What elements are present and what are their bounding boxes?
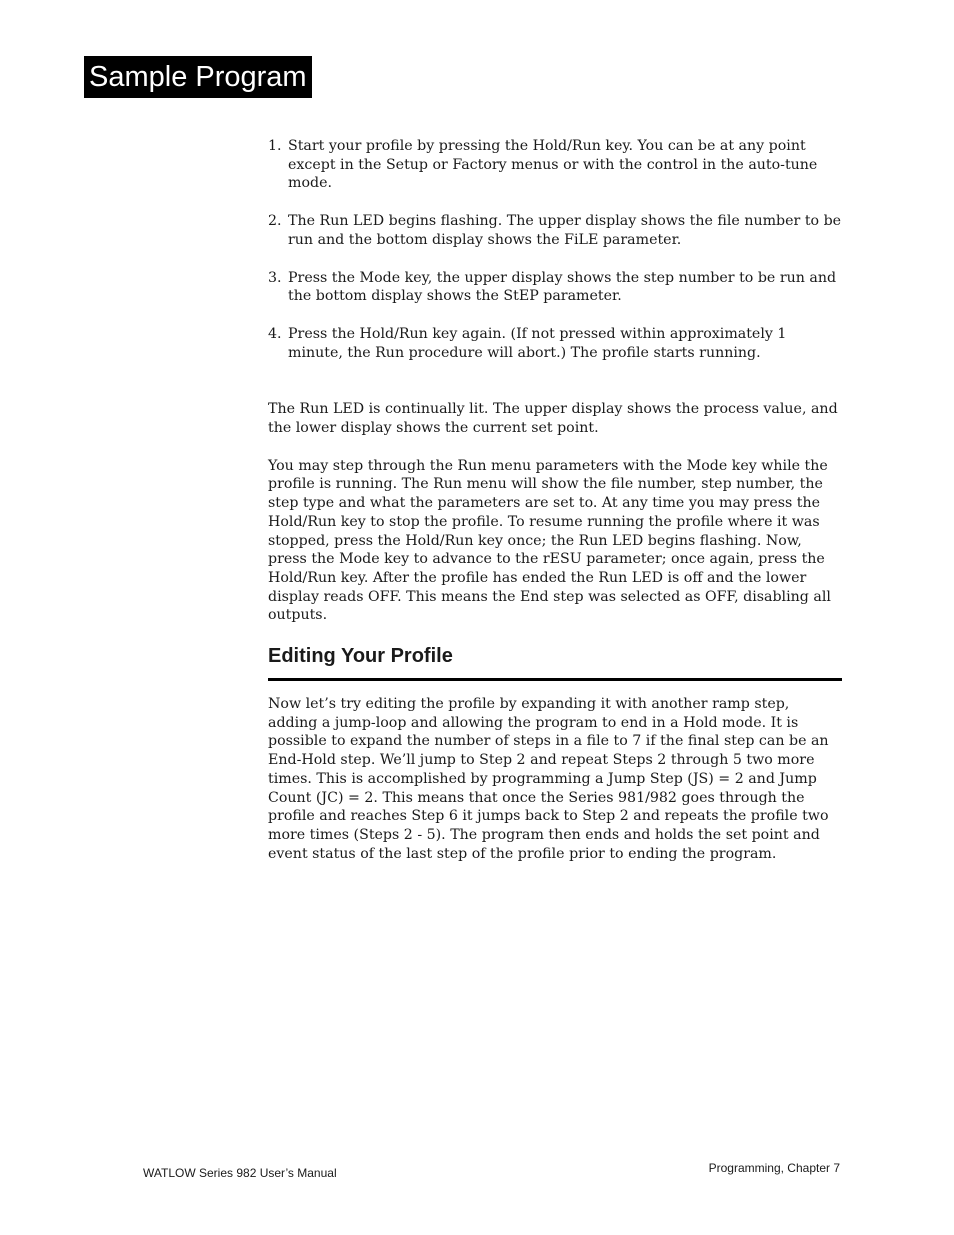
step-text: The Run LED begins flashing. The upper display shows the file number to be run and the bottom display shows the FiLE parameter. bbox=[288, 213, 842, 248]
page-title: Sample Program bbox=[84, 56, 312, 98]
step-number: 4. bbox=[268, 325, 282, 342]
step-text: Press the Hold/Run key again. (If not pressed within approximately 1 minute, the Run procedure will abort.) The profile starts running. bbox=[288, 325, 787, 361]
editing-section-body: Now let’s try editing the profile by expanding it with another ramp step, adding a jump-loop and allowing the program to end in a Hold mode. It is possible to expand the number of steps in a file to 7 if the final step can be an End-Hold step. We’ll jump to Step 2 and repeat Steps 2 through 5 two more times. This is accomplished by programming a Jump Step (JS) = 2 and Jump Count (JC) = 2. This means that once the Series 981/982 goes through the profile and reaches Step 6 it jumps back to Step 2 and repeats the profile two more times (Steps 2 - 5). The program then ends and holds the set point and event status of the last step of the profile prior to ending the program. bbox=[268, 696, 829, 862]
run-led-paragraph: The Run LED is continually lit. The upper display shows the process value, and the lower display shows the current set point. bbox=[268, 401, 838, 437]
editing-section-heading: Editing Your Profile bbox=[268, 644, 842, 681]
list-item bbox=[268, 137, 842, 193]
list-item bbox=[268, 269, 842, 306]
footer-chapter: Programming, Chapter 7 bbox=[708, 1161, 840, 1175]
run-menu-paragraph: You may step through the Run menu parameters with the Mode key while the profile is running. The Run menu will show the file number, step number, the step type and what the parameters are set to. At any time you may press the Hold/Run key to stop the profile. To resume running the profile where it was stopped, press the Hold/Run key once; the Run LED begins flashing. Now, press the Mode key to advance to the rESU parameter; once again, press the Hold/Run key. After the profile has ended the Run LED is off and the lower display reads OFF. This means the End step was selected as OFF, disabling all outputs. bbox=[268, 457, 831, 624]
step-number: 2. bbox=[268, 213, 282, 230]
main-content bbox=[268, 137, 842, 882]
step-number: 1. bbox=[268, 138, 282, 154]
list-item bbox=[268, 212, 842, 249]
instruction-list bbox=[268, 137, 842, 362]
footer-manual-title: WATLOW Series 982 User’s Manual bbox=[143, 1166, 337, 1180]
list-item bbox=[268, 325, 842, 362]
step-text: Start your profile by pressing the Hold/Run key. You can be at any point except in the Setup or Factory menus or with the control in the auto-tune mode. bbox=[288, 138, 818, 192]
step-text: Press the Mode key, the upper display shows the step number to be run and the bottom display shows the StEP parameter. bbox=[288, 269, 837, 305]
step-number: 3. bbox=[268, 269, 282, 286]
